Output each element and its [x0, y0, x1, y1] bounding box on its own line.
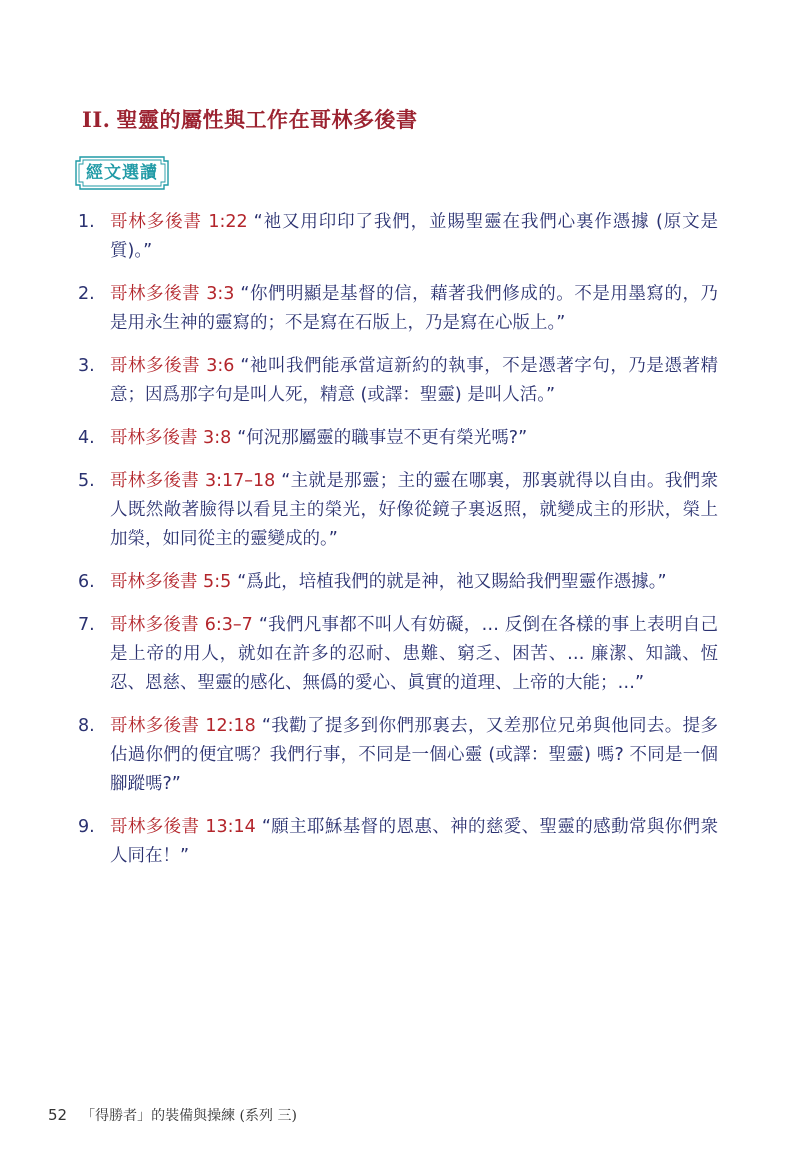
verse-item	[78, 424, 718, 453]
verse-number: 4.	[78, 428, 95, 448]
verse-text: “願主耶穌基督的恩惠、神的慈愛、聖靈的感動常與你們衆人同在！”	[110, 817, 718, 866]
verse-item	[78, 568, 718, 597]
page-footer	[48, 1105, 297, 1125]
verse-number: 3.	[78, 356, 95, 376]
verse-text: “祂又用印印了我們，並賜聖靈在我們心裏作憑據 (原文是質)。”	[110, 212, 718, 261]
page-number: 52	[48, 1106, 68, 1124]
verse-number: 9.	[78, 817, 95, 837]
verse-reference: 哥林多後書 3:6	[110, 356, 235, 376]
verse-item	[78, 208, 718, 266]
verse-number: 2.	[78, 284, 95, 304]
verse-number: 5.	[78, 471, 95, 491]
verse-item	[78, 352, 718, 410]
verse-list	[78, 208, 718, 885]
scripture-reading-badge	[74, 155, 170, 191]
section-number: II.	[82, 107, 111, 132]
verse-text: “你們明顯是基督的信，藉著我們修成的。不是用墨寫的，乃是用永生神的靈寫的；不是寫在石版上，乃是寫在心版上。”	[110, 284, 718, 333]
verse-text: “我勸了提多到你們那裏去，又差那位兄弟與他同去。提多佔過你們的便宜嗎？我們行事，不同是一個心靈 (或譯：聖靈) 嗎? 不同是一個腳蹤嗎?”	[110, 716, 718, 794]
verse-number: 8.	[78, 716, 95, 736]
verse-number: 1.	[78, 212, 95, 232]
verse-text: “爲此，培植我們的就是神，祂又賜給我們聖靈作憑據。”	[237, 572, 667, 592]
verse-reference: 哥林多後書 3:8	[110, 428, 232, 448]
verse-item	[78, 712, 718, 799]
verse-text: “祂叫我們能承當這新約的執事，不是憑著字句，乃是憑著精意；因爲那字句是叫人死，精意 (或譯：聖靈) 是叫人活。”	[110, 356, 718, 405]
verse-text: “主就是那靈；主的靈在哪裏，那裏就得以自由。我們衆人既然敞著臉得以看見主的榮光，好像從鏡子裏返照，就變成主的形狀，榮上加榮，如同從主的靈變成的。”	[110, 471, 718, 549]
verse-text: “何況那屬靈的職事豈不更有榮光嗎?”	[237, 428, 528, 448]
verse-text: “我們凡事都不叫人有妨礙，… 反倒在各樣的事上表明自己是上帝的用人，就如在許多的忍耐、患難、窮乏、困苦、… 廉潔、知識、恆忍、恩慈、聖靈的感化、無僞的愛心、眞實的道理、上帝的大能；…”	[110, 615, 718, 693]
verse-number: 6.	[78, 572, 95, 592]
section-heading	[82, 104, 417, 134]
verse-reference: 哥林多後書 6:3–7	[110, 615, 253, 635]
section-title: 聖靈的屬性與工作在哥林多後書	[116, 107, 418, 132]
verse-reference: 哥林多後書 1:22	[110, 212, 248, 232]
verse-reference: 哥林多後書 3:17–18	[110, 471, 276, 491]
verse-reference: 哥林多後書 13:14	[110, 817, 256, 837]
verse-reference: 哥林多後書 3:3	[110, 284, 235, 304]
verse-item	[78, 280, 718, 338]
verse-item	[78, 813, 718, 871]
verse-reference: 哥林多後書 12:18	[110, 716, 256, 736]
badge-label: 經文選讀	[86, 163, 158, 183]
verse-item	[78, 467, 718, 554]
verse-item	[78, 611, 718, 698]
verse-reference: 哥林多後書 5:5	[110, 572, 232, 592]
verse-number: 7.	[78, 615, 95, 635]
book-title: 「得勝者」的裝備與操練 (系列 三)	[81, 1108, 297, 1124]
